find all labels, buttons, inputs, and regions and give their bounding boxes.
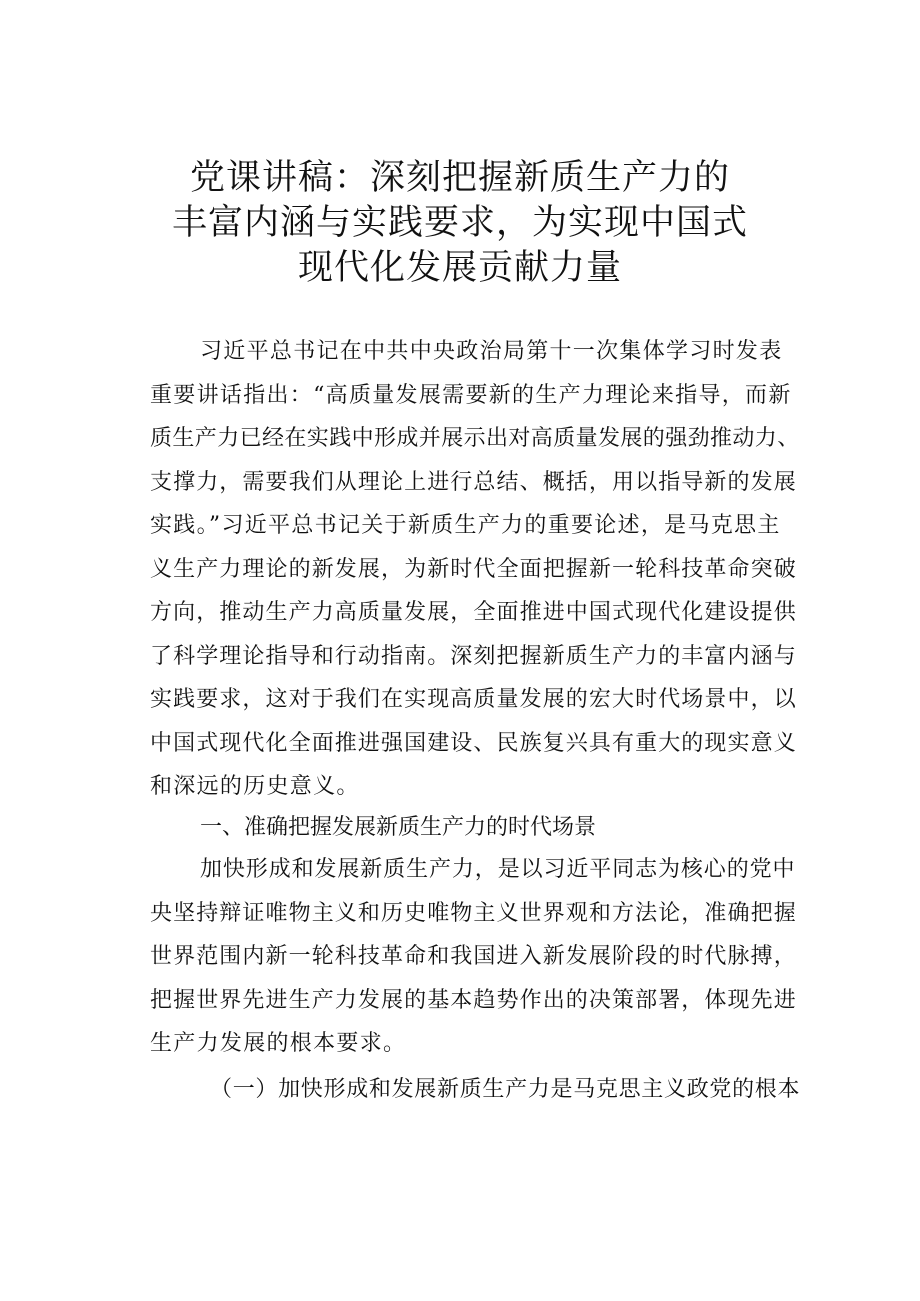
intro-line-11: 和深远的历史意义。 — [150, 774, 360, 799]
section-heading: 一、准确把握发展新质生产力的时代场景 — [200, 815, 597, 840]
intro-line-6: 义生产力理论的新发展，为新时代全面把握新一轮科技革命突破 — [150, 556, 797, 582]
intro-line-1: 习近平总书记在中共中央政治局第十一次集体学习时发表 — [200, 339, 783, 364]
intro-paragraph — [150, 330, 800, 809]
section-line-2: 央坚持辩证唯物主义和历史唯物主义世界观和方法论，准确把握 — [150, 900, 797, 926]
subsection-line-1: （一）加快形成和发展新质生产力是马克思主义政党的根本 — [210, 1077, 801, 1102]
title-line-2: 丰富内涵与实践要求，为实现中国式 — [171, 203, 748, 243]
section-paragraph — [150, 848, 800, 1066]
section-line-5: 生产力发展的根本要求。 — [150, 1031, 407, 1056]
title-line-3: 现代化发展贡献力量 — [297, 248, 622, 288]
intro-line-10: 中国式现代化全面推进强国建设、民族复兴具有重大的现实意义 — [150, 730, 797, 756]
intro-line-9: 实践要求，这对于我们在实现高质量发展的宏大时代场景中，以 — [150, 687, 797, 712]
section-line-4: 把握世界先进生产力发展的基本趋势作出的决策部署，体现先进 — [150, 987, 797, 1013]
intro-line-5: 实践。”习近平总书记关于新质生产力的重要论述，是马克思主 — [150, 513, 781, 538]
section-line-1: 加快形成和发展新质生产力，是以习近平同志为核心的党中 — [200, 857, 796, 882]
title-line-1: 党课讲稿：深刻把握新质生产力的 — [189, 158, 730, 198]
intro-line-7: 方向，推动生产力高质量发展，全面推进中国式现代化建设提供 — [150, 600, 797, 625]
intro-line-8: 了科学理论指导和行动指南。深刻把握新质生产力的丰富内涵与 — [150, 643, 797, 669]
intro-line-4: 支撑力，需要我们从理论上进行总结、概括，用以指导新的发展 — [150, 469, 797, 495]
intro-line-3: 质生产力已经在实践中形成并展示出对高质量发展的强劲推动力、 — [150, 426, 800, 451]
subsection-paragraph — [150, 1068, 800, 1112]
document-title — [0, 156, 920, 291]
intro-line-2: 重要讲话指出：“高质量发展需要新的生产力理论来指导，而新 — [150, 382, 792, 408]
section-line-3: 世界范围内新一轮科技革命和我国进入新发展阶段的时代脉搏， — [150, 944, 797, 969]
